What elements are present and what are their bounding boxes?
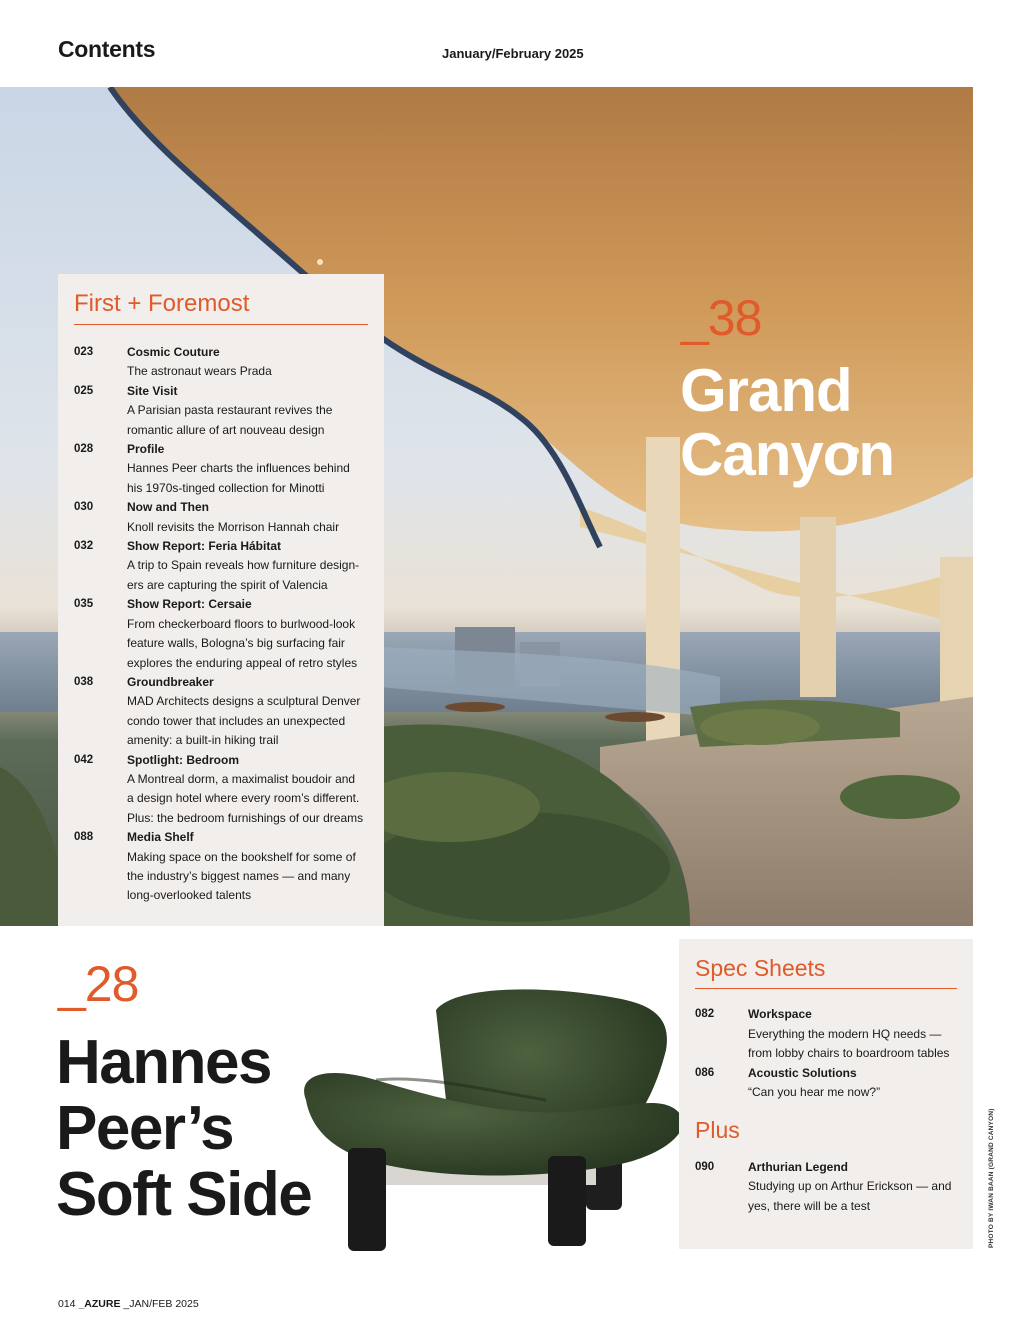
toc-entry-description-line: MAD Architects designs a sculptural Denver [127, 694, 361, 709]
toc-entry-title: Profile [127, 442, 165, 457]
photo-credit: PHOTO BY IWAN BAAN (GRAND CANYON) [988, 1108, 995, 1248]
toc-entry[interactable] [74, 595, 368, 673]
toc-entry-title: Show Report: Feria Hábitat [127, 539, 282, 554]
toc-entry-description-line: from lobby chairs to boardroom tables [748, 1046, 950, 1060]
toc-entry-description-line: Plus: the bedroom furnishings of our dreams [127, 810, 364, 825]
hero-title-line2: Canyon [680, 421, 895, 488]
toc-entry[interactable] [74, 382, 368, 440]
toc-entry-body [127, 382, 368, 440]
toc-entry-description-line: “Can you hear me now?” [748, 1085, 881, 1099]
armchair-image [286, 980, 686, 1255]
toc-entry[interactable] [74, 751, 368, 829]
spec-sheets-heading: Spec Sheets [695, 955, 957, 989]
toc-entry-description-line: ers are capturing the spirit of Valencia [127, 577, 328, 592]
toc-entry-title: Cosmic Couture [127, 345, 220, 359]
toc-entry-body [748, 1064, 957, 1103]
toc-entry-body [127, 751, 368, 829]
toc-entry-description-line: romantic allure of art nouveau design [127, 422, 325, 437]
toc-entry[interactable] [695, 1158, 957, 1217]
toc-entry-description-line: From checkerboard floors to burlwood-look [127, 616, 356, 631]
toc-entry-title: Site Visit [127, 383, 178, 398]
toc-entry-title: Media Shelf [127, 830, 194, 845]
toc-entry-title: Show Report: Cersaie [127, 597, 252, 612]
toc-entry[interactable] [695, 1005, 957, 1064]
toc-entry-description-line: yes, there will be a test [748, 1198, 871, 1213]
toc-entry-body [748, 1005, 957, 1064]
toc-entry-description-line: condo tower that includes an unexpected [127, 713, 346, 728]
toc-page-number: 038 [74, 675, 94, 688]
toc-entry-description-line: feature walls, Bologna’s big surfacing fair [127, 636, 345, 651]
toc-entry-title: Groundbreaker [127, 674, 214, 689]
toc-entry-title: Acoustic Solutions [748, 1065, 857, 1080]
header-date: January/February 2025 [442, 46, 584, 61]
plus-heading: Plus [695, 1116, 740, 1143]
toc-entry-body [127, 440, 368, 498]
toc-entry-description-line: his 1970s-tinged collection for Minotti [127, 480, 325, 495]
toc-entry-description-line: Knoll revisits the Morrison Hannah chair [127, 519, 340, 534]
toc-entry-description-line: the industry’s biggest names — and many [127, 868, 351, 883]
feature-title-line2: Peer’s [56, 1094, 234, 1163]
toc-entry-description-line: long-overlooked talents [127, 888, 252, 903]
footer-page-number: 014 [58, 1298, 76, 1310]
toc-entry-body [127, 343, 368, 382]
toc-entry-body [127, 537, 368, 595]
hero-section-number: _38 [681, 290, 762, 346]
page-footer [58, 1298, 199, 1310]
hero-title-line1: Grand [680, 357, 852, 424]
toc-entry-description-line: A Parisian pasta restaurant revives the [127, 403, 333, 418]
toc-entry-description-line: amenity: a built-in hiking trail [127, 733, 279, 748]
spec-sheets-list [695, 1005, 957, 1103]
spec-sheets-panel [679, 939, 973, 1249]
toc-entry-description-line: a design hotel where every room’s different. [127, 791, 360, 806]
footer-brand: _AZURE [78, 1298, 121, 1310]
toc-entry[interactable] [74, 828, 368, 906]
toc-page-number: 030 [74, 501, 94, 514]
toc-entry-description-line: Making space on the bookshelf for some of [127, 849, 356, 864]
header-title: Contents [58, 36, 156, 62]
toc-entry-title: Spotlight: Bedroom [127, 752, 239, 767]
toc-page-number: 090 [695, 1160, 715, 1173]
first-foremost-panel [58, 274, 384, 926]
toc-page-number: 025 [74, 384, 94, 397]
toc-page-number: 086 [695, 1066, 715, 1079]
toc-page-number: 082 [695, 1008, 715, 1020]
toc-page-number: 042 [74, 753, 94, 766]
toc-entry[interactable] [74, 537, 368, 595]
toc-entry-title: Now and Then [127, 500, 209, 515]
feature-title [56, 1030, 311, 1228]
toc-page-number: 028 [74, 443, 94, 456]
toc-entry[interactable] [74, 673, 368, 751]
toc-entry-description-line: The astronaut wears Prada [127, 364, 272, 379]
toc-page-number: 032 [74, 540, 94, 553]
toc-page-number: 035 [74, 598, 94, 611]
toc-entry-title: Workspace [748, 1007, 812, 1021]
toc-entry-body [127, 828, 368, 906]
toc-entry-body [127, 595, 368, 673]
toc-entry-body [748, 1158, 957, 1217]
first-foremost-heading: First + Foremost [74, 290, 368, 325]
toc-entry-description-line: A trip to Spain reveals how furniture design- [127, 558, 360, 573]
toc-entry-body [127, 498, 368, 537]
toc-entry[interactable] [695, 1064, 957, 1103]
toc-page-number: 088 [74, 831, 94, 844]
toc-page-number: 023 [74, 346, 94, 358]
toc-entry-description-line: Everything the modern HQ needs — [748, 1026, 942, 1041]
footer-issue: _JAN/FEB 2025 [123, 1298, 199, 1310]
feature-section-number: _28 [58, 956, 139, 1012]
toc-entry-description-line: A Montreal dorm, a maximalist boudoir and [127, 771, 356, 786]
first-foremost-list [74, 343, 368, 906]
toc-entry[interactable] [74, 498, 368, 537]
toc-entry-title: Arthurian Legend [748, 1159, 849, 1174]
toc-entry[interactable] [74, 440, 368, 498]
toc-entry-description-line: explores the enduring appeal of retro styles [127, 655, 358, 670]
toc-entry[interactable] [74, 343, 368, 382]
feature-title-line3: Soft Side [56, 1160, 312, 1229]
feature-title-line1: Hannes [56, 1028, 271, 1097]
plus-list [695, 1158, 957, 1217]
toc-entry-body [127, 673, 368, 751]
hero-title [680, 359, 894, 487]
toc-entry-description-line: Hannes Peer charts the influences behind [127, 461, 350, 476]
toc-entry-description-line: Studying up on Arthur Erickson — and [748, 1179, 952, 1193]
